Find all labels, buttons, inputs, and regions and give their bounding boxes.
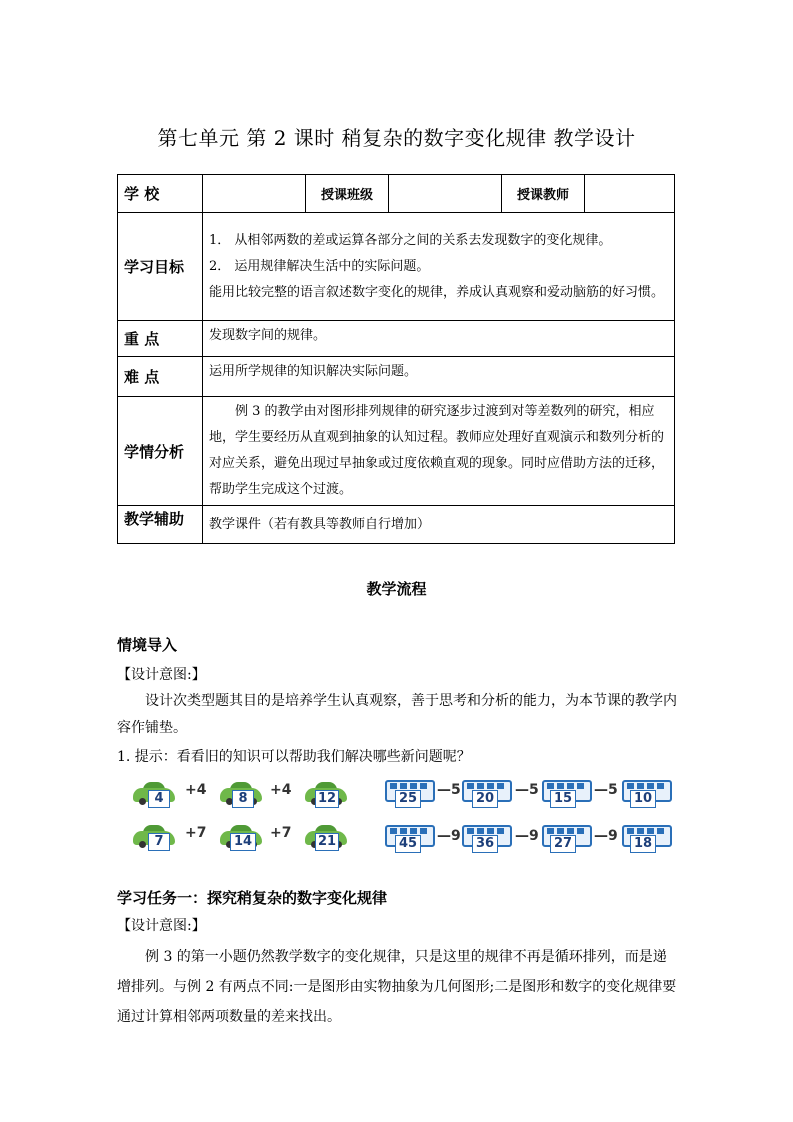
number-box: 4 <box>148 790 170 808</box>
flow-title: 教学流程 <box>366 580 427 598</box>
number-box: 25 <box>395 790 421 808</box>
number-box: 14 <box>230 833 256 851</box>
operation-label: —5 <box>437 782 461 798</box>
school-label: 学 校 <box>118 175 203 213</box>
intro-design-text: 设计次类型题其目的是培养学生认真观察，善于思考和分析的能力，为本节课的教学内容作铺垫。 <box>117 693 677 736</box>
class-label: 授课班级 <box>306 175 389 213</box>
teacher-value <box>585 175 675 213</box>
analysis-label: 学情分析 <box>118 397 203 506</box>
task1-design-label: 【设计意图:】 <box>117 918 206 934</box>
key-label: 重 点 <box>118 321 203 357</box>
operation-label: +4 <box>185 782 207 798</box>
page-title: 第七单元 第 2 课时 稍复杂的数字变化规律 教学设计 <box>157 126 636 150</box>
number-box: 18 <box>630 835 656 853</box>
number-box: 12 <box>315 790 339 808</box>
teacher-label: 授课教师 <box>502 175 585 213</box>
operation-label: —9 <box>515 828 539 844</box>
difficulty-label: 难 点 <box>118 357 203 397</box>
number-box: 15 <box>550 790 576 808</box>
number-box: 36 <box>472 835 498 853</box>
class-value <box>389 175 502 213</box>
number-box: 21 <box>315 833 339 851</box>
goal-1: 1． 从相邻两数的差或运算各部分之间的关系去发现数字的变化规律。 <box>209 232 612 248</box>
operation-label: +7 <box>270 825 292 841</box>
number-box: 10 <box>630 790 656 808</box>
operation-label: —5 <box>515 782 539 798</box>
intro-prompt: 1. 提示：看看旧的知识可以帮助我们解决哪些新问题呢？ <box>117 749 471 765</box>
intro-heading: 情境导入 <box>117 636 178 654</box>
number-box: 45 <box>395 835 421 853</box>
operation-label: —9 <box>594 828 618 844</box>
number-box: 8 <box>232 790 254 808</box>
aid-label: 教学辅助 <box>118 506 203 544</box>
operation-label: —9 <box>437 828 461 844</box>
school-value <box>203 175 306 213</box>
task1-design-text: 例 3 的第一小题仍然教学数字的变化规律，只是这里的规律不再是循环排列，而是递增排列。与例 2 有两点不同:一是图形由实物抽象为几何图形;二是图形和数字的变化规律要通过计算相邻两项数量的差来找出。 <box>117 949 677 1025</box>
goals-cell <box>203 213 675 321</box>
operation-label: —5 <box>594 782 618 798</box>
number-box: 20 <box>472 790 498 808</box>
number-box: 7 <box>148 833 170 851</box>
operation-label: +7 <box>185 825 207 841</box>
analysis-text: 例 3 的教学由对图形排列规律的研究逐步过渡到对等差数列的研究，相应地，学生要经历从直观到抽象的认知过程。教师应处理好直观演示和数列分析的对应关系，避免出现过早抽象或过度依赖直观的现象。同时应借助方法的迁移，帮助学生完成这个过渡。 <box>203 397 675 506</box>
number-box: 27 <box>550 835 576 853</box>
task1-heading: 学习任务一：探究稍复杂的数字变化规律 <box>117 889 388 907</box>
aid-text: 教学课件（若有教具等教师自行增加） <box>203 506 675 544</box>
intro-design-label: 【设计意图:】 <box>117 667 206 683</box>
lesson-info-table <box>117 174 675 544</box>
operation-label: +4 <box>270 782 292 798</box>
difficulty-text: 运用所学规律的知识解决实际问题。 <box>203 357 675 397</box>
goals-label: 学习目标 <box>118 213 203 321</box>
goal-2: 2． 运用规律解决生活中的实际问题。 <box>209 258 430 274</box>
goal-3: 能用比较完整的语言叙述数字变化的规律，养成认真观察和爱动脑筋的好习惯。 <box>209 284 665 300</box>
key-text: 发现数字间的规律。 <box>203 321 675 357</box>
